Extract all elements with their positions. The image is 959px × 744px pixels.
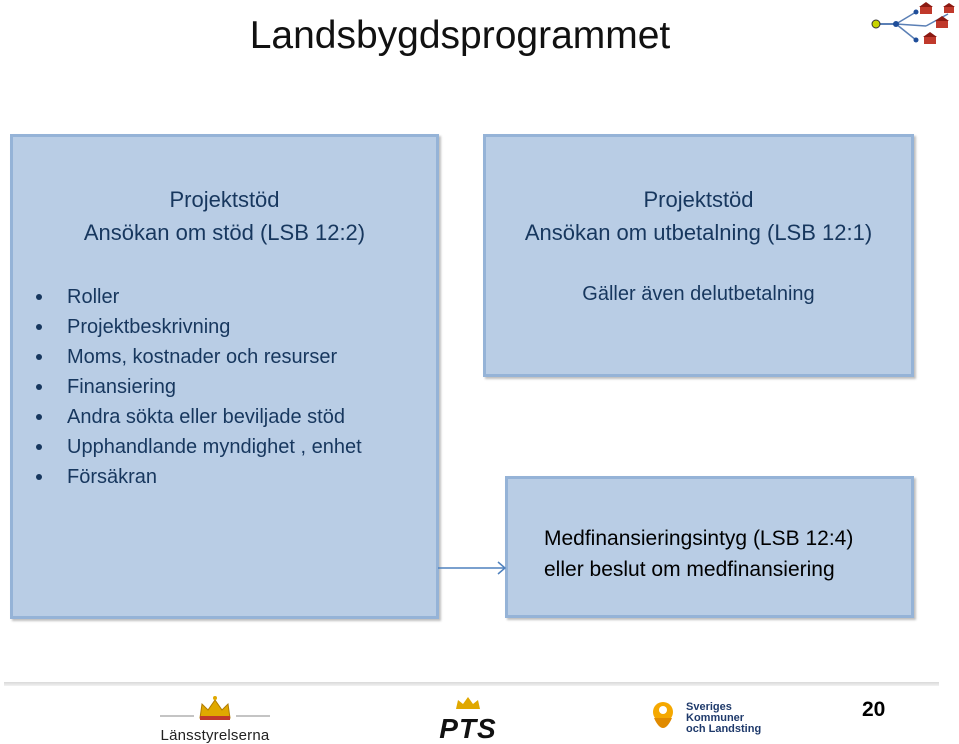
list-item: Roller	[31, 282, 421, 312]
right-box-title-line2: Ansökan om utbetalning (LSB 12:1)	[524, 220, 873, 245]
co-financing-box	[505, 476, 914, 618]
co-financing-line2: eller beslut om medfinansiering	[544, 558, 835, 581]
payment-application-box	[483, 134, 914, 377]
list-item: Finansiering	[31, 372, 421, 402]
skl-label-line3: och Landsting	[686, 723, 762, 735]
partial-payment-note: Gäller även delutbetalning	[582, 283, 815, 305]
slide-title: Landsbygdsprogrammet	[249, 14, 671, 57]
list-item: Projektbeskrivning	[31, 312, 421, 342]
skl-label-line2: Kommuner	[686, 712, 745, 724]
pts-logo	[428, 696, 508, 744]
requirements-list	[31, 282, 421, 492]
right-box-title-line1: Projektstöd	[643, 187, 754, 212]
pts-label: PTS	[439, 713, 497, 744]
co-financing-text	[544, 523, 853, 585]
lansstyrelserna-logo	[160, 694, 270, 742]
skl-label-line1: Sveriges	[686, 701, 732, 713]
footer-divider	[4, 682, 939, 686]
crown-icon	[160, 694, 270, 722]
arrow-right-icon	[438, 558, 510, 578]
list-item: Upphandlande myndighet , enhet	[31, 432, 421, 462]
page-number: 20	[862, 698, 886, 721]
skl-emblem-icon	[648, 700, 678, 738]
left-box-title-line1: Projektstöd	[169, 187, 280, 212]
network-houses-icon	[866, 2, 958, 52]
list-item: Andra sökta eller beviljade stöd	[31, 402, 421, 432]
skl-logo	[648, 700, 768, 740]
skl-label	[686, 702, 761, 735]
lansstyrelserna-label: Länsstyrelserna	[160, 727, 270, 744]
crown-icon	[428, 696, 508, 710]
list-item: Försäkran	[31, 462, 421, 492]
left-box-title-line2: Ansökan om stöd (LSB 12:2)	[83, 220, 366, 245]
list-item: Moms, kostnader och resurser	[31, 342, 421, 372]
application-support-box	[10, 134, 439, 619]
co-financing-line1: Medfinansieringsintyg (LSB 12:4)	[544, 527, 854, 550]
